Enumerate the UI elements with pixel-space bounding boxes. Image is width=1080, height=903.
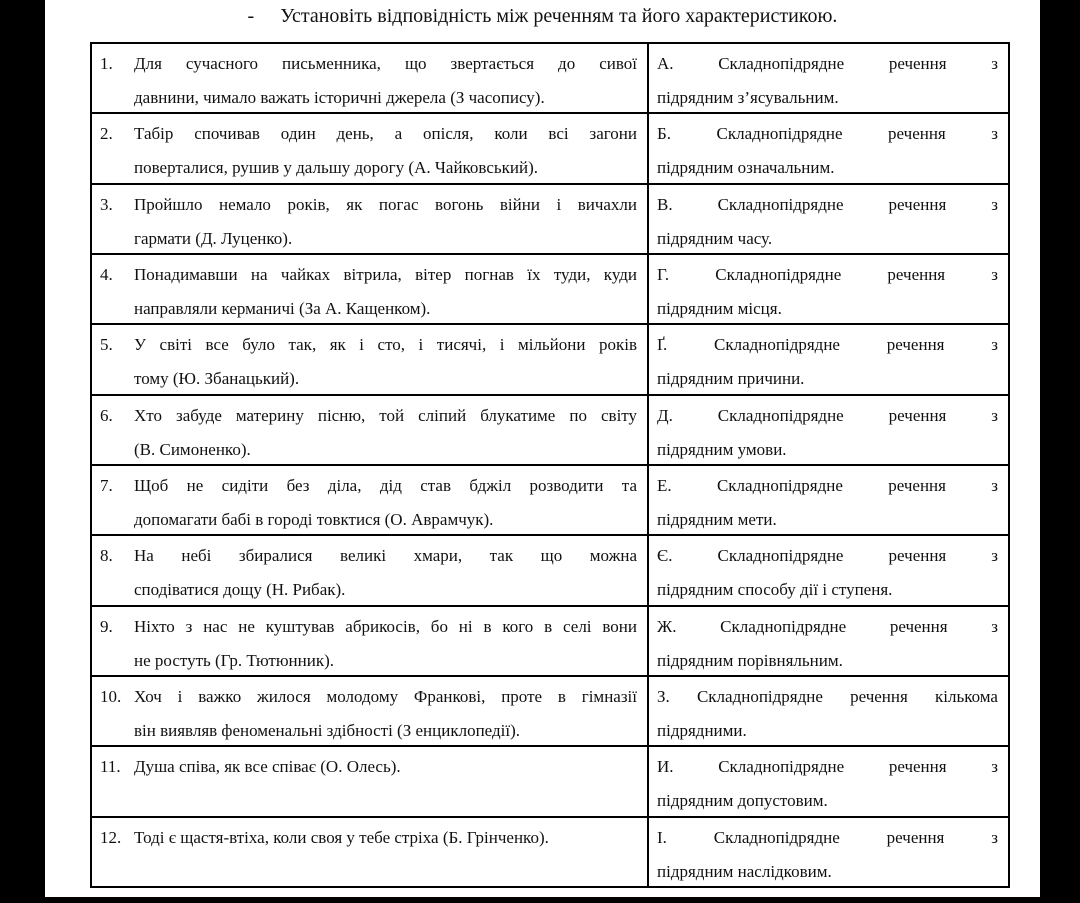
characteristic-word: з: [991, 124, 998, 144]
sentence-line-1: Хто забуде материну пісню, той сліпий блукатиме по світу: [134, 405, 637, 425]
sentence-text: [134, 680, 637, 745]
sentence-text: [134, 821, 637, 886]
characteristic-line-2: підрядним умови.: [657, 439, 787, 459]
sentence-number: 11.: [100, 757, 121, 777]
characteristic-word: Складнопідрядне: [715, 264, 842, 284]
sentence-cell: [92, 114, 649, 182]
characteristic-word: Складнопідрядне: [720, 616, 847, 636]
sentence-line-2: тому (Ю. Збанацький).: [134, 369, 300, 389]
table-row: [92, 255, 1008, 325]
characteristic-word: Складнопідрядне: [714, 335, 840, 355]
characteristic-word: речення: [888, 405, 947, 425]
sentence-cell: [92, 185, 649, 253]
table-row: [92, 607, 1008, 677]
characteristic-cell: [649, 607, 1008, 675]
characteristic-word: з: [991, 194, 998, 214]
characteristic-line-1: [657, 680, 998, 714]
sentence-text: [134, 188, 637, 253]
characteristic-line-2: підрядним з’ясувальним.: [657, 88, 839, 107]
characteristic-word: речення: [888, 546, 947, 566]
characteristic-line-2: підрядним місця.: [657, 298, 782, 318]
option-letter: Є.: [657, 546, 673, 566]
list-dash-bullet: -: [247, 5, 255, 27]
sentence-text: [134, 117, 637, 182]
table-row: [92, 114, 1008, 184]
sentence-line-1: Табір спочивав один день, а опісля, коли всі загони: [134, 124, 637, 144]
sentence-text: [134, 399, 637, 464]
characteristic-line-1: [657, 750, 998, 784]
characteristic-line-2: підрядним часу.: [657, 228, 773, 248]
characteristic-line-2: підрядними.: [657, 720, 747, 740]
sentence-line-1: На небі збиралися великі хмари, так що можна: [134, 546, 637, 566]
characteristic-word: з: [991, 546, 998, 566]
option-letter: З.: [657, 686, 670, 706]
option-letter: Ж.: [657, 616, 677, 636]
sentence-line-2: допомагати бабі в городі товктися (О. Аврамчук).: [134, 509, 494, 529]
sentence-text: [134, 469, 637, 534]
sentence-line-2: гармати (Д. Луценко).: [134, 228, 293, 248]
characteristic-word: з: [991, 616, 998, 636]
sentence-line-2: (В. Симоненко).: [134, 439, 251, 459]
characteristic-line-1: [657, 47, 998, 81]
option-letter: Д.: [657, 405, 673, 425]
sentence-number: 4.: [100, 264, 113, 284]
characteristic-word: з: [991, 475, 998, 495]
sentence-line-1: Душа співа, як все співає (О. Олесь).: [134, 757, 401, 777]
characteristic-word: кількома: [935, 686, 998, 706]
sentence-line-2: сподіватися дощу (Н. Рибак).: [134, 580, 346, 600]
sentence-text: [134, 610, 637, 675]
characteristic-word: з: [991, 264, 998, 284]
characteristic-cell: [649, 185, 1008, 253]
characteristic-line-1: [657, 328, 998, 362]
characteristic-word: речення: [886, 827, 945, 847]
characteristic-cell: [649, 677, 1008, 745]
sentence-line-2: поверталися, рушив у дальшу дорогу (А. Чайковський).: [134, 158, 539, 178]
option-letter: И.: [657, 757, 674, 777]
characteristic-line-2: підрядним способу дії і ступеня.: [657, 580, 893, 600]
characteristic-line-1: [657, 399, 998, 433]
characteristic-line-1: [657, 610, 998, 644]
option-letter: Е.: [657, 475, 672, 495]
sentence-cell: [92, 255, 649, 323]
table-row: [92, 466, 1008, 536]
sentence-text: [134, 258, 637, 323]
sentence-number: 3.: [100, 194, 113, 214]
table-row: [92, 747, 1008, 817]
sentence-line-1: Понадимавши на чайках вітрила, вітер погнав їх туди, куди: [134, 264, 637, 284]
characteristic-line-1: [657, 258, 998, 292]
characteristic-line-1: [657, 821, 998, 855]
characteristic-cell: [649, 255, 1008, 323]
sentence-cell: [92, 325, 649, 393]
characteristic-word: з: [991, 405, 998, 425]
sentence-number: 8.: [100, 546, 113, 566]
sentence-cell: [92, 536, 649, 604]
characteristic-word: Складнопідрядне: [716, 124, 843, 144]
characteristic-word: речення: [888, 757, 947, 777]
option-letter: А.: [657, 54, 674, 73]
table-row: [92, 185, 1008, 255]
characteristic-word: Складнопідрядне: [717, 405, 844, 425]
characteristic-word: речення: [888, 194, 947, 214]
sentence-number: 12.: [100, 827, 122, 847]
sentence-line-1: Хоч і важко жилося молодому Франкові, проте в гімназії: [134, 686, 637, 706]
characteristic-word: з: [991, 335, 998, 355]
sentence-cell: [92, 396, 649, 464]
characteristic-line-1: [657, 188, 998, 222]
sentence-text: [134, 328, 637, 393]
match-table: [90, 42, 1010, 888]
characteristic-word: з: [991, 54, 998, 73]
sentence-line-2: він виявляв феноменальні здібності (З енциклопедії).: [134, 720, 520, 740]
characteristic-word: Складнопідрядне: [717, 194, 844, 214]
sentence-cell: [92, 818, 649, 886]
option-letter: Б.: [657, 124, 672, 144]
characteristic-word: речення: [886, 335, 945, 355]
sentence-number: 9.: [100, 616, 113, 636]
characteristic-word: Складнопідрядне: [718, 757, 845, 777]
sentence-number: 10.: [100, 686, 122, 706]
characteristic-word: речення: [888, 54, 947, 73]
characteristic-word: речення: [887, 264, 946, 284]
characteristic-cell: [649, 818, 1008, 886]
characteristic-cell: [649, 114, 1008, 182]
characteristic-cell: [649, 44, 1008, 112]
sentence-number: 7.: [100, 475, 113, 495]
sentence-line-1: Для сучасного письменника, що звертається до сивої: [134, 54, 637, 73]
sentence-line-1: Пройшло немало років, як погас вогонь війни і вичахли: [134, 194, 637, 214]
sentence-cell: [92, 747, 649, 815]
characteristic-line-1: [657, 469, 998, 503]
characteristic-word: речення: [888, 475, 946, 495]
sentence-number: 2.: [100, 124, 113, 144]
characteristic-line-1: [657, 117, 998, 151]
characteristic-word: Складнопідрядне: [718, 54, 845, 73]
sentence-text: [134, 47, 637, 112]
characteristic-line-2: підрядним допустовим.: [657, 791, 828, 811]
sentence-text: [134, 539, 637, 604]
characteristic-word: речення: [889, 616, 948, 636]
characteristic-word: речення: [850, 686, 908, 706]
characteristic-line-2: підрядним порівняльним.: [657, 650, 843, 670]
characteristic-cell: [649, 747, 1008, 815]
document-page: [45, 0, 1040, 897]
characteristic-cell: [649, 466, 1008, 534]
characteristic-line-2: підрядним мети.: [657, 509, 777, 529]
characteristic-word: Складнопідрядне: [696, 686, 823, 706]
sentence-number: 5.: [100, 335, 113, 355]
sentence-line-1: Щоб не сидіти без діла, дід став бджіл розводити та: [134, 475, 637, 495]
table-row: [92, 677, 1008, 747]
sentence-cell: [92, 44, 649, 112]
sentence-number: 6.: [100, 405, 113, 425]
sentence-number: 1.: [100, 54, 113, 73]
characteristic-line-2: підрядним причини.: [657, 369, 805, 389]
option-letter: В.: [657, 194, 673, 214]
sentence-line-2: давнини, чимало важать історичні джерела (З часопису).: [134, 88, 545, 107]
sentence-line-1: Ніхто з нас не куштував абрикосів, бо ні в кого в селі вони: [134, 616, 637, 636]
characteristic-word: з: [991, 757, 998, 777]
characteristic-word: з: [991, 827, 998, 847]
characteristic-line-2: підрядним наслідковим.: [657, 861, 832, 881]
characteristic-word: Складнопідрядне: [713, 827, 840, 847]
exercise-title-row: [45, 2, 1040, 30]
characteristic-cell: [649, 325, 1008, 393]
characteristic-word: Складнопідрядне: [717, 546, 844, 566]
table-row: [92, 325, 1008, 395]
characteristic-cell: [649, 536, 1008, 604]
option-letter: Г.: [657, 264, 670, 284]
sentence-cell: [92, 466, 649, 534]
table-row: [92, 536, 1008, 606]
characteristic-line-2: підрядним означальним.: [657, 158, 835, 178]
table-row: [92, 818, 1008, 886]
sentence-line-2: направляли керманичі (За А. Кащенком).: [134, 298, 431, 318]
sentence-line-1: У світі все було так, як і сто, і тисячі, і мільйони років: [134, 335, 637, 355]
table-row: [92, 396, 1008, 466]
characteristic-cell: [649, 396, 1008, 464]
exercise-title: Установіть відповідність між реченням та його характеристикою.: [280, 5, 838, 27]
option-letter: І.: [657, 827, 667, 847]
option-letter: Ґ.: [657, 335, 668, 355]
sentence-line-1: Тоді є щастя-втіха, коли своя у тебе стріха (Б. Грінченко).: [134, 827, 549, 847]
table-row: [92, 44, 1008, 114]
characteristic-word: речення: [888, 124, 946, 144]
characteristic-word: Складнопідрядне: [716, 475, 843, 495]
sentence-line-2: не ростуть (Гр. Тютюнник).: [134, 650, 335, 670]
sentence-cell: [92, 677, 649, 745]
sentence-text: [134, 750, 637, 815]
characteristic-line-1: [657, 539, 998, 573]
sentence-cell: [92, 607, 649, 675]
